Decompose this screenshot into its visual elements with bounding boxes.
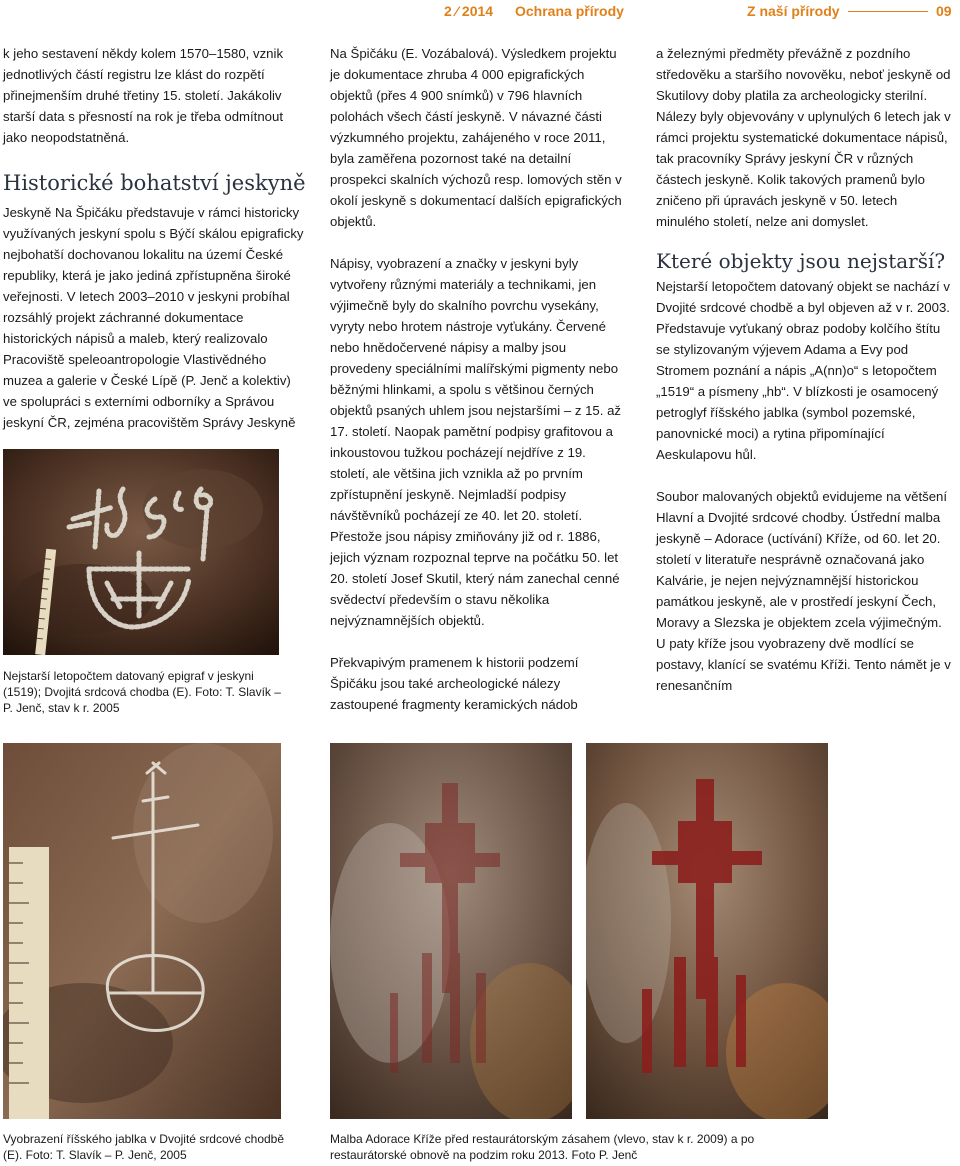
history-paragraph: Jeskyně Na Špičáku představuje v rámci historicky využívaných jeskyní spolu s Býčí skálou epigraficky nejbohatší dochovanou lokalitu na území České republiky, která je jako jediná zpřístupněna široké veřejnosti. V letech 2003–2010 v jeskyni probíhal rozsáhlý projekt záchranné dokumentace historických nápisů a maleb, který realizovalo Pracoviště speleoantropologie Vlastivědného muzea a galerie v České Lípě (P. Jenč a kolektiv) ve spolupráci s externími odborníky a Správou jeskyní ČR, zejména pracovištěm Správy Jeskyně — [3, 205, 304, 430]
photo-imperial-orb — [3, 743, 281, 1119]
section-title: Z naší přírody — [747, 3, 840, 19]
page-header — [0, 0, 960, 30]
archaeology-paragraph: Překvapivým pramenem k historii podzemí Špičáku jsou také archeologické nálezy zastoupené fragmenty keramických nádob — [330, 655, 579, 712]
column-3 — [656, 43, 954, 696]
finds-paragraph: a železnými předměty převážně z pozdního středověku a staršího novověku, neboť jeskyně od Skutilovy doby platila za archeologicky sterilní. Nálezy byly objevovány v uplynulých 6 letech jak v rámci projektu systematické dokumentace nápisů, tak pracovníky Správy jeskyní ČR v různých částech jeskyně. Kolik takových pramenů bylo zničeno při úpravách jeskyně v 50. letech minulého století, nelze ani domyslet. — [656, 46, 951, 229]
magazine-title: Ochrana přírody — [515, 3, 624, 19]
header-rule — [848, 11, 928, 12]
oldest-paragraph: Nejstarší letopočtem datovaný objekt se nachází v Dvojité srdcové chodbě a byl objeven až v r. 2003. Představuje vyťukaný obraz podoby kolčího štítu se stylizovaným výjevem Adama a Evy pod Stromem poznání a nápis „A(nn)o“ s letopočtem „1519“ a písmeny „hb“. V blízkosti je osamocený petroglyf říšského jablka (symbol pozemské, panovnické moci) a rytina připomínající Aeskulapovu hůl. — [656, 279, 950, 462]
paintings-paragraph: Soubor malovaných objektů evidujeme na většení Hlavní a Dvojité srdcové chodby. Ústřední malba jeskyně – Adorace (uctívání) Kříže, od 60. let 20. století v literatuře nesprávně označovaná jako Kalvárie, je nejen nejvýznamnější historickou památkou jeskyně, ale v prostředí jeskyní Čech, Moravy a Slezska je objektem zcela výjimečným. U paty kříže jsou vyobrazeny dvě modlící se postavy, klanící se svatému Kříži. Tento námět je v renesančním — [656, 489, 951, 693]
caption-adoration: Malba Adorace Kříže před restaurátorským zásahem (vlevo, stav k r. 2009) a po restaurátorské obnově na podzim roku 2013. Foto P. Jenč — [330, 1132, 755, 1162]
issue-number: 2 ⁄ 2014 — [444, 3, 494, 19]
materials-paragraph: Nápisy, vyobrazení a značky v jeskyni byly vytvořeny různými materiály a technikami, jen výjimečně byly do skalního povrchu vysekány, vyryty nebo hrotem nástroje vyťukány. Červené nebo hnědočervené nápisy a malby jsou provedeny speciálními malířskými pigmenty nebo běžnými hlinkami, a spolu s většinou černých objektů psaných uhlem jsou nejstaršími – z 15. až 17. století. Naopak pamětní podpisy grafitovou a inkoustovou tužkou pocházejí nejdříve z 19. století, ale většina jich vznikla až po prvním zpřístupnění jeskyně. Nejmladší podpisy návštěvníků pocházejí ze 40. let 20. století. Přestože jsou nápisy zmiňovány již od r. 1886, jejich význam rozpoznal teprve na počátku 50. let 20. století Josef Skutil, který nám zanechal cenné svědectví především o stavu několika nejvýznamnějších objektů. — [330, 256, 622, 628]
project-paragraph: Na Špičáku (E. Vozábalová). Výsledkem projektu je dokumentace zhruba 4 000 epigrafických objektů (přes 4 900 snímků) v 796 hlavních polohách všech částí jeskyně. V návazné části výzkumného projektu, zahájeného v roce 2011, byla zaměřena pozornost také na detailní prospekci skalních výchozů resp. lomových stěn v okolí jeskyně s dokumentací dalších epigrafických objektů. — [330, 46, 622, 229]
photo-adoration-before — [330, 743, 572, 1119]
column-1 — [3, 43, 306, 433]
photo-inscription-1519 — [3, 449, 279, 655]
section-heading-oldest: Které objekty jsou nejstarší? — [656, 249, 946, 273]
section-heading-history: Historické bohatství jeskyně — [3, 171, 306, 195]
photo-imperial-orb-image — [3, 743, 281, 1119]
photo-adoration-after-image — [586, 743, 828, 1119]
caption-imperial-orb: Vyobrazení říšského jablka v Dvojité srdcové chodbě (E). Foto: T. Slavík – P. Jenč, 2005 — [3, 1132, 285, 1162]
photo-adoration-before-image — [330, 743, 572, 1119]
caption-photo-1519: Nejstarší letopočtem datovaný epigraf v jeskyni (1519); Dvojitá srdcová chodba (E). Foto: T. Slavík – P. Jenč, stav k r. 2005 — [3, 669, 281, 715]
intro-paragraph: k jeho sestavení někdy kolem 1570–1580, vznik jednotlivých částí registru lze klást do rozpětí přinejmenším druhé třetiny 15. století. Jakákoliv starší data s přesností na rok je třeba odmítnout jako neopodstatněná. — [3, 46, 284, 145]
photo-adoration-after — [586, 743, 828, 1119]
photo-inscription-1519-image — [3, 449, 279, 655]
column-2 — [330, 43, 628, 715]
page-number: 09 — [936, 3, 952, 19]
